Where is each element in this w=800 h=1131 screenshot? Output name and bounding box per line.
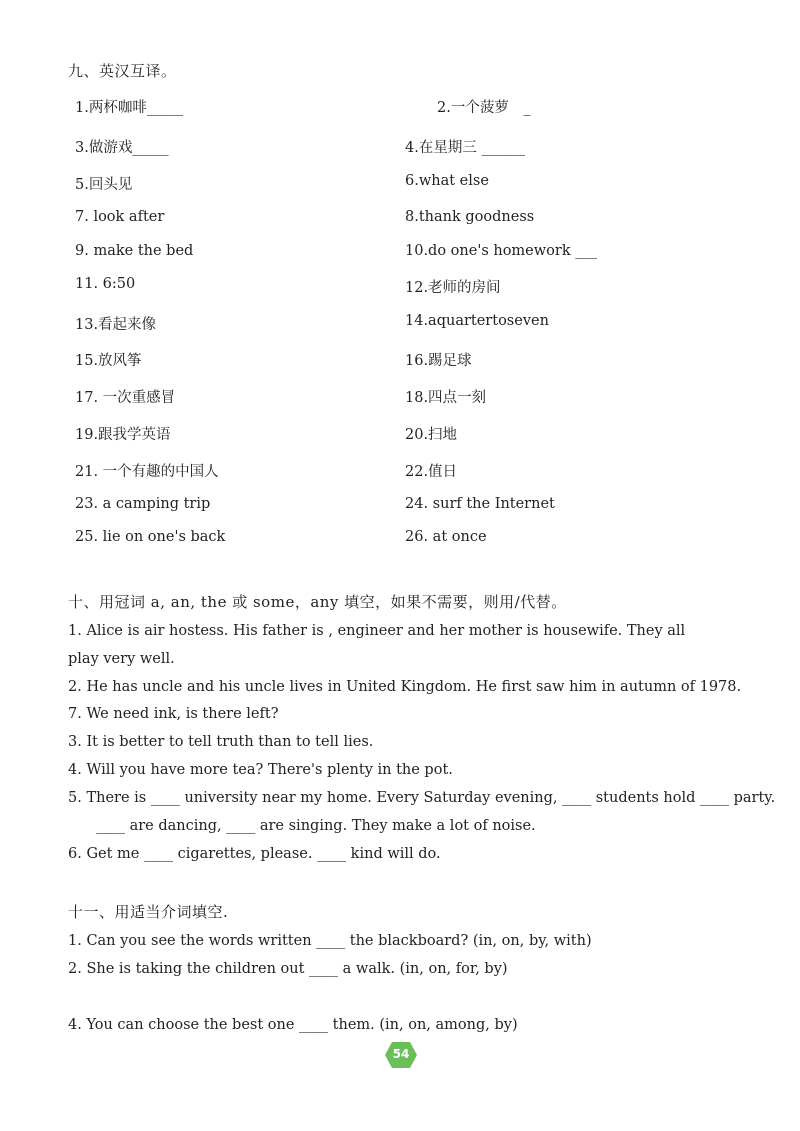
section-9-title: 九、英汉互译。 bbox=[68, 62, 177, 80]
vocab-row bbox=[0, 209, 800, 233]
vocab-item: 2.一个菠萝 _ bbox=[437, 100, 531, 116]
vocab-row bbox=[0, 423, 800, 447]
vocab-row bbox=[0, 386, 800, 410]
vocab-item: 21. 一个有趣的中国人 bbox=[75, 464, 219, 480]
vocab-item: 17. 一次重感冒 bbox=[75, 390, 176, 406]
vocab-item: 15.放风筝 bbox=[75, 353, 142, 369]
vocab-item: 20.扫地 bbox=[405, 427, 458, 443]
vocab-row bbox=[0, 496, 800, 520]
page-number-badge bbox=[384, 1041, 418, 1069]
vocab-row bbox=[0, 349, 800, 373]
vocab-row bbox=[0, 313, 800, 337]
vocab-item: 6.what else bbox=[405, 173, 489, 189]
vocab-row bbox=[0, 243, 800, 267]
vocab-item: 18.四点一刻 bbox=[405, 390, 487, 406]
vocab-row bbox=[0, 173, 800, 197]
vocab-item: 22.值日 bbox=[405, 464, 458, 480]
section-11-title: 十一、用适当介词填空. bbox=[68, 903, 229, 921]
vocab-row bbox=[0, 136, 800, 160]
exercise-line: 3. It is better to tell truth than to tell lies. bbox=[68, 734, 374, 750]
vocab-row bbox=[0, 276, 800, 300]
vocab-row bbox=[0, 460, 800, 484]
exercise-line: ____ are dancing, ____ are singing. They make a lot of noise. bbox=[96, 818, 536, 834]
vocab-item: 5.回头见 bbox=[75, 177, 133, 193]
exercise-line: play very well. bbox=[68, 651, 175, 667]
exercise-line: 7. We need ink, is there left? bbox=[68, 706, 279, 722]
vocab-item: 8.thank goodness bbox=[405, 209, 535, 225]
exercise-line: 2. He has uncle and his uncle lives in United Kingdom. He first saw him in autumn of 1978. bbox=[68, 679, 742, 695]
vocab-item: 24. surf the Internet bbox=[405, 496, 555, 512]
vocab-item: 10.do one's homework ___ bbox=[405, 243, 597, 259]
vocab-item: 7. look after bbox=[75, 209, 165, 225]
vocab-item: 26. at once bbox=[405, 529, 487, 545]
section-10-title: 十、用冠词 a, an, the 或 some，any 填空，如果不需要，则用/代替。 bbox=[68, 593, 567, 611]
vocab-item: 11. 6:50 bbox=[75, 276, 136, 292]
vocab-item: 9. make the bed bbox=[75, 243, 194, 259]
vocab-item: 23. a camping trip bbox=[75, 496, 211, 512]
vocab-item: 1.两杯咖啡_____ bbox=[75, 100, 184, 116]
exercise-line: 1. Can you see the words written ____ the blackboard? (in, on, by, with) bbox=[68, 933, 592, 949]
exercise-line: 4. You can choose the best one ____ them. (in, on, among, by) bbox=[68, 1017, 518, 1033]
vocab-item: 14.aquartertoseven bbox=[405, 313, 549, 329]
vocab-item: 13.看起来像 bbox=[75, 317, 157, 333]
vocab-row bbox=[0, 529, 800, 553]
vocab-item: 4.在星期三 ______ bbox=[405, 140, 525, 156]
page-number: 54 bbox=[392, 1047, 410, 1061]
exercise-line: 5. There is ____ university near my home. Every Saturday evening, ____ students hold ____ party. bbox=[68, 790, 776, 806]
vocab-item: 19.跟我学英语 bbox=[75, 427, 171, 443]
vocab-item: 12.老师的房间 bbox=[405, 280, 501, 296]
exercise-line: 2. She is taking the children out ____ a walk. (in, on, for, by) bbox=[68, 961, 508, 977]
vocab-item: 3.做游戏_____ bbox=[75, 140, 169, 156]
exercise-line: 6. Get me ____ cigarettes, please. ____ kind will do. bbox=[68, 846, 441, 862]
exercise-line: 4. Will you have more tea? There's plenty in the pot. bbox=[68, 762, 453, 778]
exercise-line: 1. Alice is air hostess. His father is , engineer and her mother is housewife. They all bbox=[68, 623, 686, 639]
vocab-item: 25. lie on one's back bbox=[75, 529, 226, 545]
vocab-row bbox=[0, 96, 800, 120]
vocab-item: 16.踢足球 bbox=[405, 353, 472, 369]
